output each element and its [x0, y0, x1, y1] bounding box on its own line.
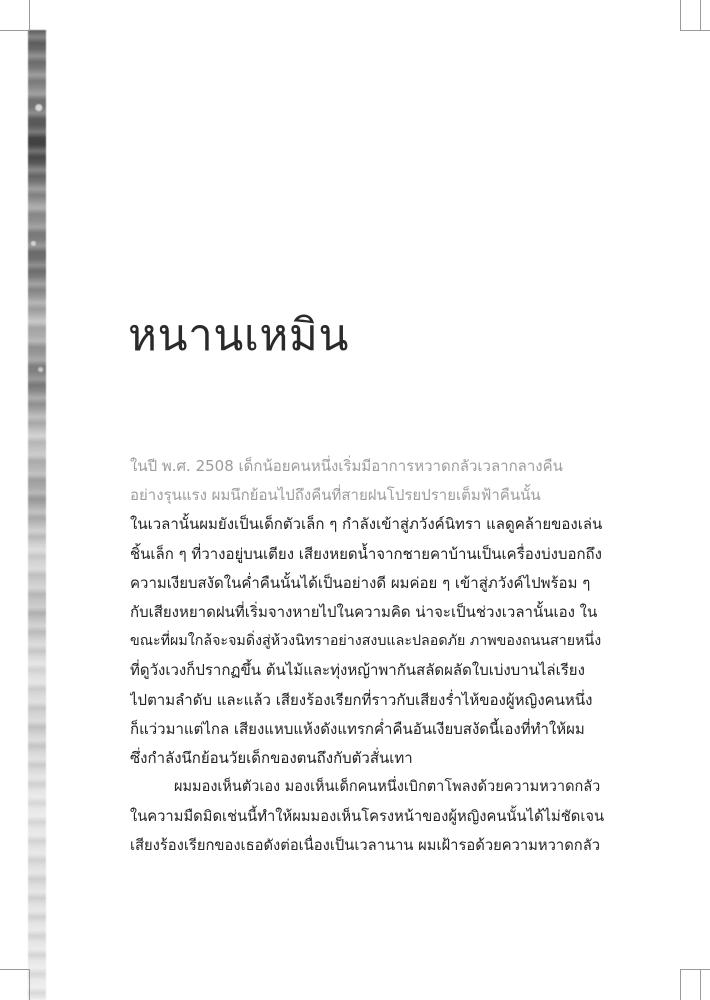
body-line: ก็แว่วมาแต่ไกล เสียงแหบแห้งดังแทรกค่ำคืนอันเงียบสงัดนี้เองที่ทำให้ผม	[130, 719, 585, 738]
crop-mark-top-right	[680, 0, 681, 30]
body-line: เสียงร้องเรียกของเธอดังต่อเนื่องเป็นเวลานาน ผมเฝ้ารอด้วยความหวาดกลัว	[130, 837, 601, 855]
body-line: ในเวลานั้นผมยังเป็นเด็กตัวเล็ก ๆ กำลังเข้าสู่ภวังค์นิทรา แลดูคล้ายของเล่น	[130, 515, 603, 534]
body-text	[130, 452, 606, 861]
crop-mark-bottom-right-outer	[700, 970, 701, 1000]
crop-mark-bottom-right-horizontal	[680, 969, 710, 970]
body-line: ซึ่งกำลังนึกย้อนวัยเด็กของตนถึงกับตัวสั่นเทา	[130, 748, 413, 767]
body-line: ในปี พ.ศ. 2508 เด็กน้อยคนหนึ่งเริ่มมีอาการหวาดกลัวเวลากลางคืน	[130, 457, 563, 475]
body-line: ในความมืดมิดเช่นนี้ทำให้ผมมองเห็นโครงหน้าของผู้หญิงคนนั้นได้ไม่ชัดเจน	[130, 808, 605, 826]
body-line: ชิ้นเล็ก ๆ ที่วางอยู่บนเตียง เสียงหยดน้ำจากชายคาบ้านเป็นเครื่องบ่งบอกถึง	[130, 544, 602, 563]
crop-mark-top-left-horizontal	[0, 30, 30, 31]
chapter-title: หนานเหมิน	[128, 310, 349, 361]
body-line: ขณะที่ผมใกล้จะจมดิ่งสู่ห้วงนิทราอย่างสงบและปลอดภัย ภาพของถนนสายหนึ่ง	[130, 633, 602, 650]
body-line: ความเงียบสงัดในค่ำคืนนั้นได้เป็นอย่างดี ผมค่อย ๆ เข้าสู่ภวังค์ไปพร้อม ๆ	[130, 573, 591, 592]
body-line: ที่ดูวังเวงก็ปรากฏขึ้น ต้นไม้และทุ่งหญ้าพากันสลัดผลัดใบเบ่งบานไล่เรียง	[130, 661, 585, 680]
crop-mark-top-right-outer	[700, 0, 701, 30]
body-line-paragraph-start: ผมมองเห็นตัวเอง มองเห็นเด็กคนหนึ่งเบิกตาโพลงด้วยความหวาดกลัว	[174, 779, 601, 796]
body-line: กับเสียงหยาดฝนที่เริ่มจางหายไปในความคิด น่าจะเป็นช่วงเวลานั้นเอง ใน	[130, 602, 598, 621]
crop-mark-bottom-right	[680, 970, 681, 1000]
crop-mark-bottom-left-horizontal	[0, 969, 30, 970]
crop-mark-top-right-horizontal	[680, 30, 710, 31]
crop-mark-top-left	[29, 0, 30, 30]
body-line: อย่างรุนแรง ผมนึกย้อนไปถึงคืนที่สายฝนโปรยปรายเต็มฟ้าคืนนั้น	[130, 486, 541, 505]
crop-mark-bottom-left	[29, 970, 30, 1000]
page-edge-image-strip	[28, 30, 46, 1000]
body-line: ไปตามลำดับ และแล้ว เสียงร้องเรียกที่ราวกับเสียงร่ำไห้ของผู้หญิงคนหนึ่ง	[130, 690, 593, 709]
